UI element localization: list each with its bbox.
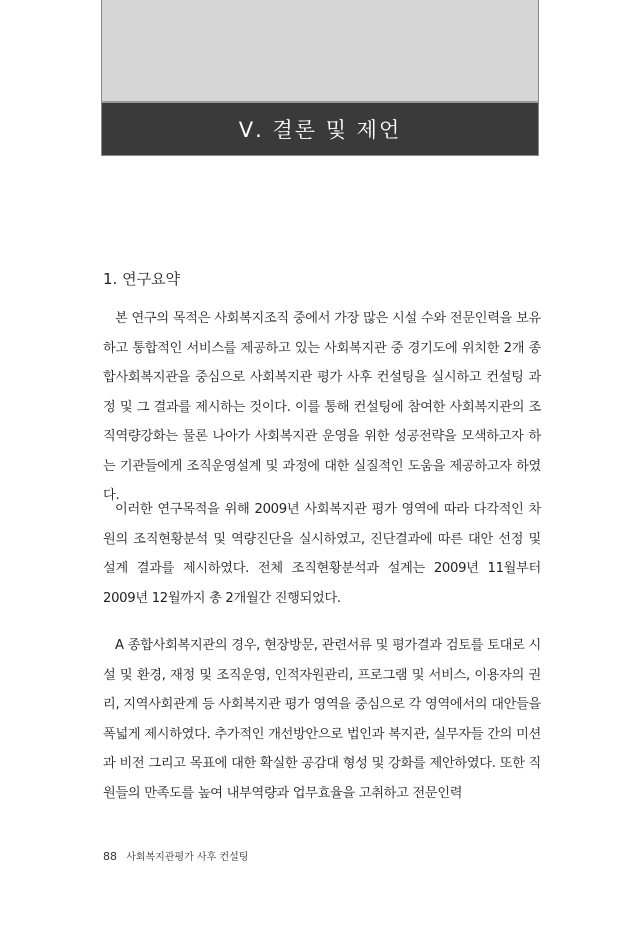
chapter-title-band bbox=[102, 101, 538, 155]
paragraph-3: A 종합사회복지관의 경우, 현장방문, 관련서류 및 평가결과 검토를 토대로 시설 및 환경, 재정 및 조직운영, 인적자원관리, 프로그램 및 서비스, 이용자의 권리, 지역사회관계 등 사회복지관 평가 영역을 중심으로 각 영역에서의 대안들을 폭넓게 제시하였다. 추가적인 개선방안으로 법인과 복지관, 실무자들 간의 미션과 비전 그리고 목표에 대한 확실한 공감대 형성 및 강화를 제안하였다. 또한 직원들의 만족도를 높여 내부역량과 업무효율을 고취하고 전문인력 bbox=[103, 638, 541, 801]
chapter-header-box bbox=[101, 0, 539, 156]
chapter-title: Ⅴ. 결론 및 제언 bbox=[238, 118, 402, 142]
section-heading: 1. 연구요약 bbox=[103, 270, 181, 288]
page-number: 88 bbox=[103, 850, 117, 863]
running-title: 사회복지관평가 사후 컨설팅 bbox=[126, 852, 249, 863]
paragraph-1: 본 연구의 목적은 사회복지조직 중에서 가장 많은 시설 수와 전문인력을 보유하고 통합적인 서비스를 제공하고 있는 사회복지관 중 경기도에 위치한 2개 종합사회복지관을 중심으로 사회복지관 평가 사후 컨설팅을 실시하고 컨설팅 과정 및 그 결과를 제시하는 것이다. 이를 통해 컨설팅에 참여한 사회복지관의 조직역량강화는 물론 나아가 사회복지관 운영을 위한 성공전략을 모색하고자 하는 기관들에게 조직운영설계 및 과정에 대한 실질적인 도움을 제공하고자 하였다. bbox=[103, 311, 541, 503]
page-footer bbox=[103, 848, 248, 863]
paragraph-2: 이러한 연구목적을 위해 2009년 사회복지관 평가 영역에 따라 다각적인 차원의 조직현황분석 및 역량진단을 실시하였고, 진단결과에 따른 대안 선정 및 설계 결과를 제시하였다. 전체 조직현황분석과 설계는 2009년 11월부터 2009년 12월까지 총 2개월간 진행되었다. bbox=[103, 502, 541, 606]
